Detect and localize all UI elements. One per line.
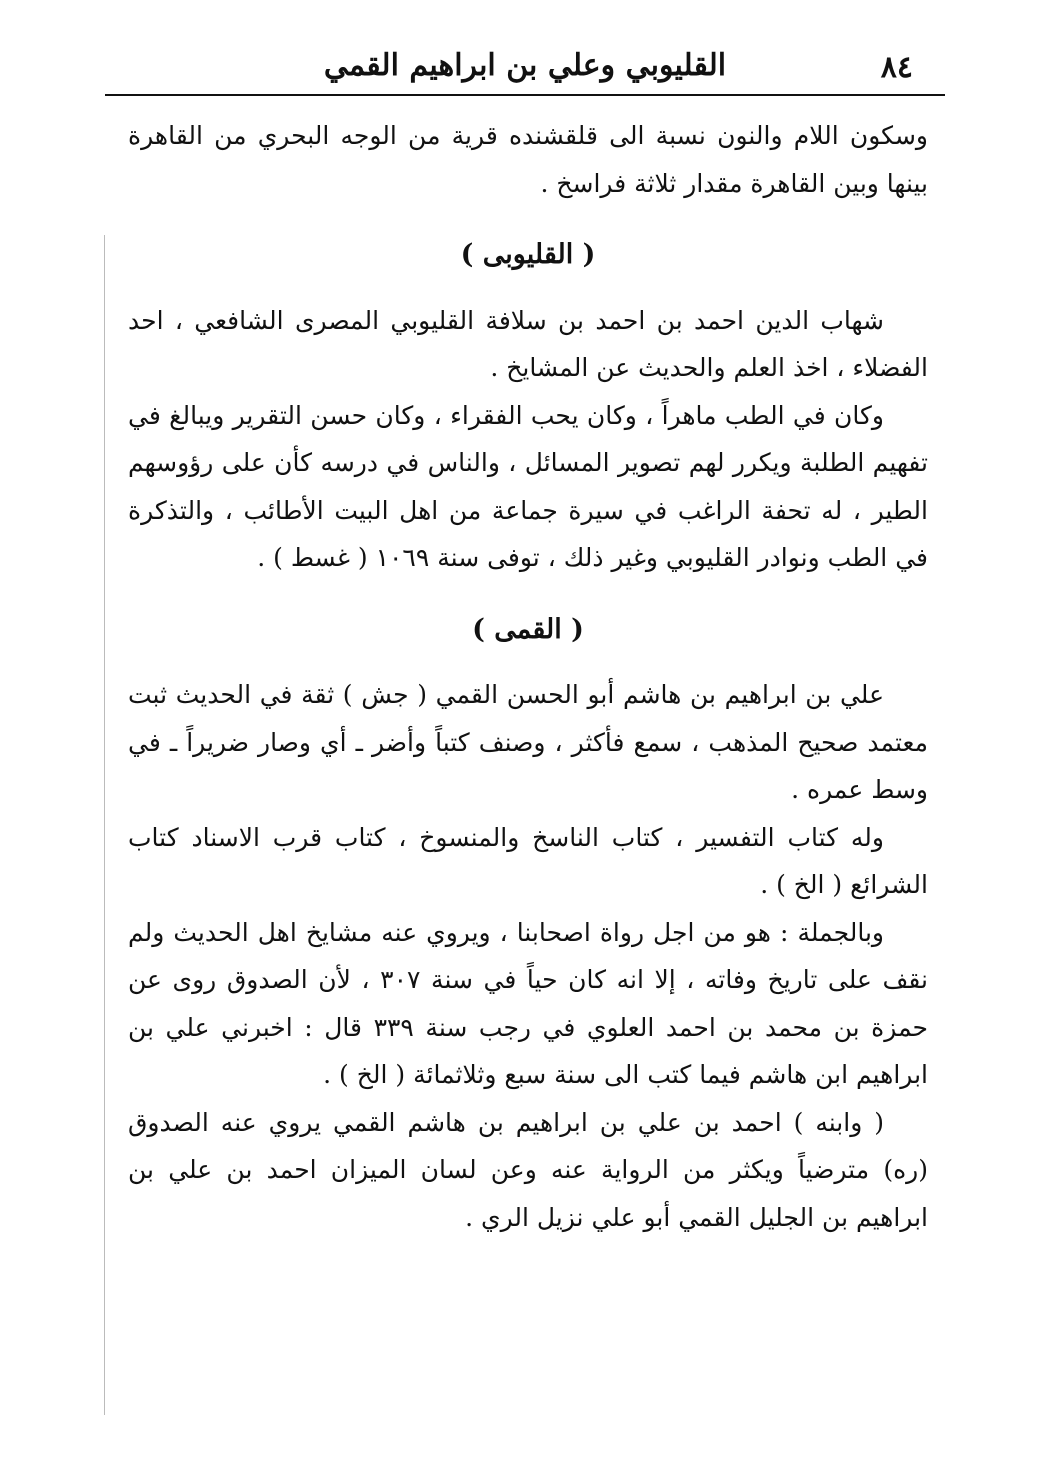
page-header — [105, 30, 945, 92]
intro-paragraph: وسكون اللام والنون نسبة الى قلقشنده قرية من الوجه البحري من القاهرة بينها وبين القاهرة مقدار ثلاثة فراسخ . — [128, 121, 928, 198]
page-body — [128, 112, 928, 1241]
qalyubi-paragraph-1: شهاب الدين احمد بن احمد بن سلافة القليوبي المصرى الشافعي ، احد الفضلاء ، اخذ العلم والحديث عن المشايخ . — [128, 305, 928, 382]
qalyubi-paragraph-2: وكان في الطب ماهراً ، وكان يحب الفقراء ، وكان حسن التقرير ويبالغ في تفهيم الطلبة ويكرر لهم تصوير المسائل ، والناس في درسه كأن على رؤوسهم الطير ، له تحفة الراغب في سيرة جماعة من اهل البيت الأطائب ، والتذكرة في الطب ونوادر القليوبي وغير ذلك ، توفى سنة ١٠٦٩ ( غسط ) . — [128, 400, 928, 572]
section-heading-qummi: ( القمى ) — [472, 613, 584, 645]
section-heading-qalyubi: ( القليوبى ) — [460, 239, 596, 270]
qummi-paragraph-3: وبالجملة : هو من اجل رواة اصحابنا ، ويروي عنه مشايخ اهل الحديث ولم نقف على تاريخ وفاته ، إلا انه كان حياً في سنة ٣٠٧ ، لأن الصدوق روى عن حمزة بن محمد بن احمد العلوي في رجب سنة ٣٣٩ قال : اخبرني علي بن ابراهيم ابن هاشم فيما كتب الى سنة سبع وثلاثمائة ( الخ ) . — [128, 917, 928, 1089]
header-divider — [105, 94, 945, 96]
qummi-paragraph-4: ( وابنه ) احمد بن علي بن ابراهيم بن هاشم القمي يروي عنه الصدوق (ره) مترضياً ويكثر من الرواية عنه وعن لسان الميزان احمد بن علي بن ابراهيم بن الجليل القمي أبو علي نزيل الري . — [128, 1107, 928, 1232]
running-title: القليوبي وعلي بن ابراهيم القمي — [323, 48, 727, 83]
qummi-paragraph-1: علي بن ابراهيم بن هاشم أبو الحسن القمي ( جش ) ثقة في الحديث ثبت معتمد صحيح المذهب ، سمع فأكثر ، وصنف كتباً وأضر ـ أي وصار ضريراً ـ في وسط عمره . — [128, 680, 928, 804]
margin-line — [104, 235, 105, 1415]
qummi-paragraph-2: وله كتاب التفسير ، كتاب الناسخ والمنسوخ ، كتاب قرب الاسناد كتاب الشرائع ( الخ ) . — [128, 822, 928, 899]
page-number: ٨٤ — [880, 50, 913, 85]
